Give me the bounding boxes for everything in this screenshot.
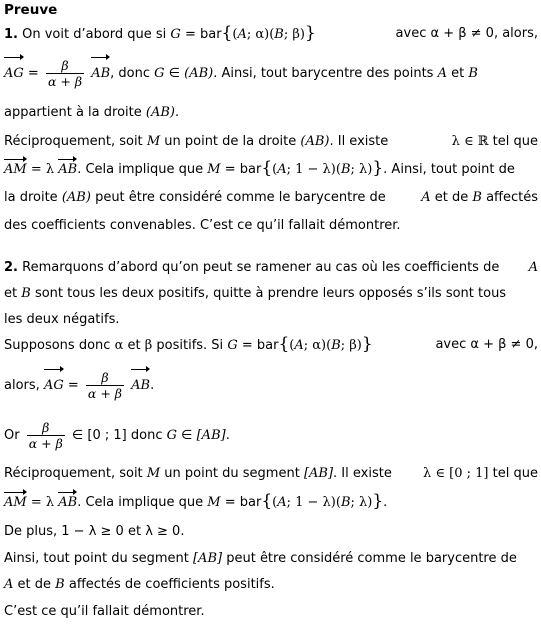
p1-line-2: AG = $\frac{\beta}{\alpha + \beta}$ AB, donc G ∈ (AB). Ainsi, tout barycentre des points A et B	[4, 58, 478, 89]
vector-AB: AB	[91, 59, 110, 89]
p2-line-9: De plus, 1 − λ ≥ 0 et λ ≥ 0.	[4, 524, 185, 539]
p2-line-3: les deux négatifs.	[4, 312, 120, 327]
p1-line-1: 1. On voit d’abord que si G = bar{(A; α)(B; β)} avec α + β ≠ 0, alors,	[4, 23, 538, 43]
fraction: $\frac{\beta}{\alpha + \beta}$	[87, 370, 122, 401]
p2-line-7: Réciproquement, soit M un point du segment [AB]. Il existe λ ∈ [0 ; 1] tel que	[4, 466, 538, 481]
fraction: $\frac{\beta}{\alpha + \beta}$	[28, 420, 63, 451]
vector-AB: AB	[58, 495, 78, 510]
vector-AG: AG	[4, 59, 24, 89]
p1-line-3: appartient à la droite (AB).	[4, 105, 180, 120]
part-1-number: 1.	[4, 27, 18, 42]
p1-line-7: des coefficients convenables. C’est ce qu’il fallait démontrer.	[4, 218, 401, 233]
p2-line-2: et B sont tous les deux positifs, quitte à prendre leurs opposés s’ils sont tous	[4, 286, 507, 301]
p2-line-8: AM = λ AB. Cela implique que M = bar{(A; 1 − λ)(B; λ)}.	[4, 491, 388, 511]
vector-AB: AB	[58, 162, 78, 177]
vector-AG: AG	[44, 371, 64, 401]
p1-line-4: Réciproquement, soit M un point de la droite (AB). Il existe λ ∈ ℝ tel que	[4, 134, 538, 149]
vector-AB: AB	[131, 371, 150, 401]
p1-line-5: AM = λ AB. Cela implique que M = bar{(A; 1 − λ)(B; λ)}. Ainsi, tout point de	[4, 158, 515, 178]
p2-line-1: 2. Remarquons d’abord qu’on peut se ramener au cas où les coefficients de A	[4, 260, 538, 275]
part-2-number: 2.	[4, 260, 18, 275]
vector-AM: AM	[4, 495, 27, 510]
p2-line-12: C’est ce qu’il fallait démontrer.	[4, 604, 205, 619]
proof-title: Preuve	[4, 2, 58, 18]
vector-AM: AM	[4, 162, 27, 177]
p2-line-10: Ainsi, tout point du segment [AB] peut être considéré comme le barycentre de	[4, 551, 517, 566]
p1-line-6: la droite (AB) peut être considéré comme le barycentre de A et de B affectés	[4, 190, 538, 205]
p2-line-11: A et de B affectés de coefficients positifs.	[4, 577, 275, 592]
p2-line-4: Supposons donc α et β positifs. Si G = bar{(A; α)(B; β)} avec α + β ≠ 0,	[4, 334, 538, 354]
p2-line-6: Or $\frac{\beta}{\alpha + \beta}$ ∈ [0 ; 1] donc G ∈ [AB].	[4, 420, 230, 451]
p2-line-5: alors, AG = $\frac{\beta}{\alpha + \beta}$ AB.	[4, 370, 155, 401]
fraction: $\frac{\beta}{\alpha + \beta}$	[47, 58, 83, 89]
